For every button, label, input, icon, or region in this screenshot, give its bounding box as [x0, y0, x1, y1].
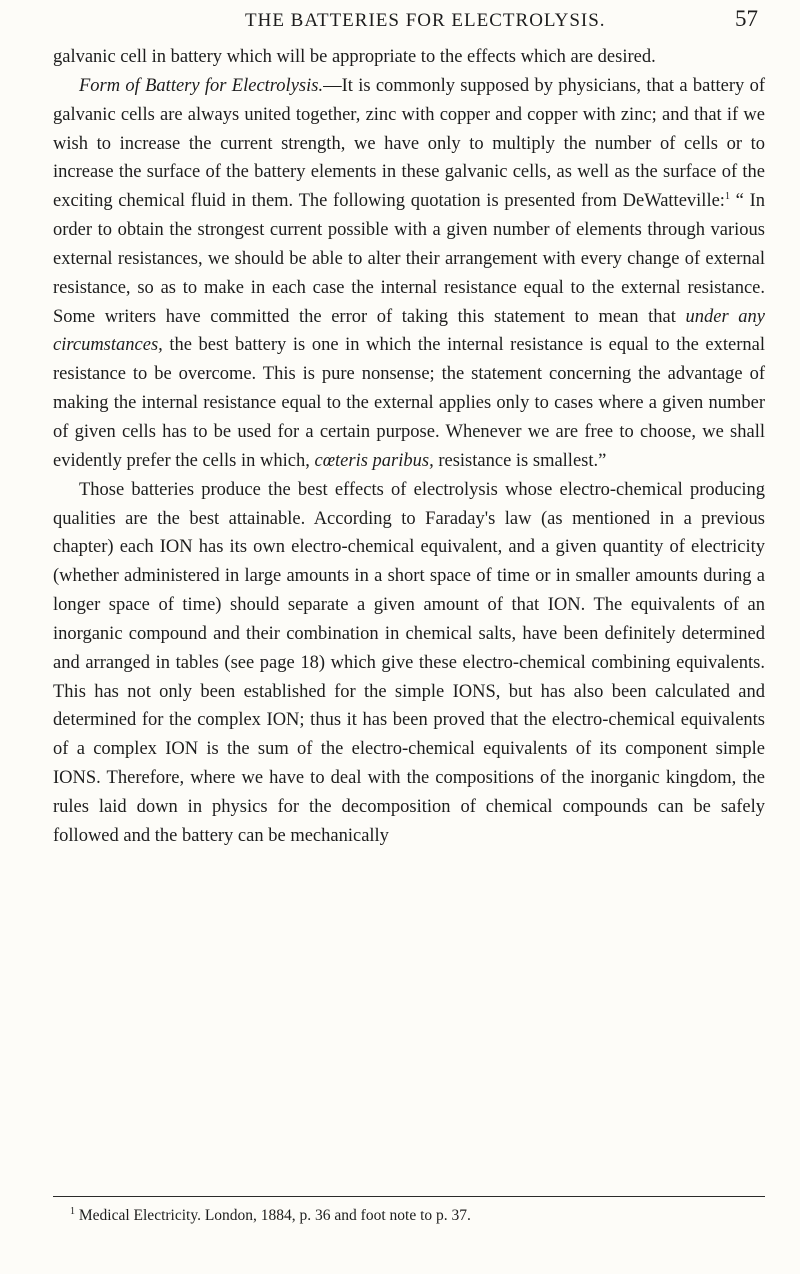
quotation-text: “ In order to obtain the strongest current possible with a given number of elements through various external resistances, we should be able to alter their arrangement with every change of external resistance, so as to make in each case the internal resistance equal to the external resistance. Some writers have committed the error of taking this statement to mean that: [53, 191, 765, 327]
footnote-text: Medical Electricity. London, 1884, p. 36 and foot note to p. 37.: [75, 1207, 471, 1224]
footnote-marker: 1: [70, 1205, 75, 1217]
body-text: [53, 43, 765, 851]
footnote-divider: [53, 1196, 765, 1197]
italic-phrase: cœteris paribus,: [314, 450, 434, 471]
footnote-reference: 1: [724, 191, 730, 203]
page-number: 57: [735, 6, 758, 31]
section-heading: Form of Battery for Electrolysis.: [79, 75, 324, 96]
paragraph-text: —It is commonly supposed by physicians, that a battery of galvanic cells are always united together, zinc with copper and copper with zinc; and that if we wish to increase the current strength, we have only to multiply the number of cells or to increase the surface of the battery elements in these galvanic cells, as well as the surface of the exciting chemical fluid in them. The following quotation is presented from DeWatteville:: [53, 75, 765, 212]
footnote: [70, 1206, 770, 1226]
paragraph-electrolysis: Those batteries produce the best effects of electrolysis whose electro-chemical producing qualities are the best attainable. According to Faraday's law (as mentioned in a previous chapter) each ION has its own electro-chemical equivalent, and a given quantity of electricity (whether administered in large amounts in a short space of time or in smaller amounts during a longer space of time) should separate a given amount of that ION. The equivalents of an inorganic compound and their combination in chemical salts, have been definitely determined and arranged in tables (see page 18) which give these electro-chemical combining equivalents. This has not only been established for the simple IONS, but has also been calculated and determined for the complex ION; thus it has been proved that the electro-chemical equivalents of a complex ION is the sum of the electro-chemical equivalents of its component simple IONS. Therefore, where we have to deal with the compositions of the inorganic kingdom, the rules laid down in physics for the decomposition of chemical compounds can be safely followed and the battery can be mechanically: [53, 479, 765, 846]
paragraph-continuation: galvanic cell in battery which will be appropriate to the effects which are desired.: [53, 47, 656, 67]
running-head-title: THE BATTERIES FOR ELECTROLYSIS.: [245, 10, 606, 31]
paragraph-battery-form: [53, 72, 765, 476]
quotation-text: the best battery is one in which the internal resistance is equal to the external resistance to be overcome. This is pure nonsense; the statement concerning the advantage of making the internal resistance equal to the external applies only to cases where a given number of given cells has to be used for a certain purpose. Whenever we are free to choose, we shall evidently prefer the cells in which,: [53, 335, 765, 471]
quotation-text: resistance is smallest.”: [433, 450, 607, 471]
italic-phrase: under any circumstances,: [53, 306, 765, 356]
